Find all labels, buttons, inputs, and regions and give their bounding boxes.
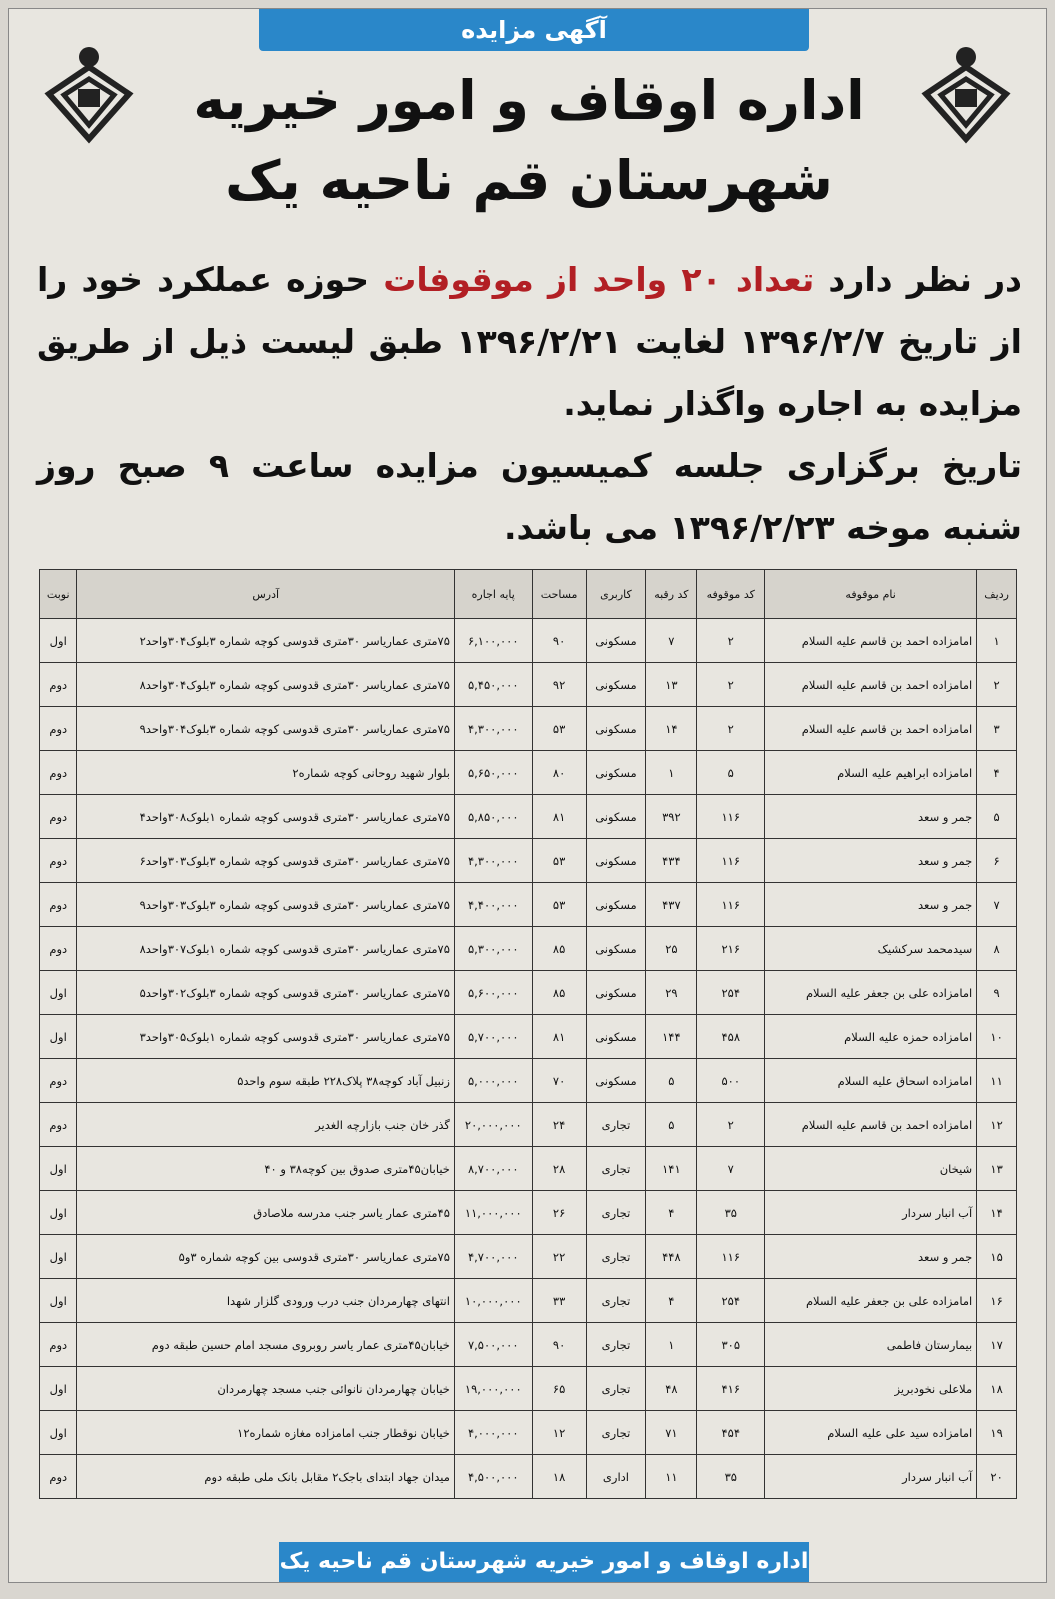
cell-base-rent: ۵,۶۰۰,۰۰۰ [454,971,532,1015]
cell-turn: دوم [40,663,77,707]
cell-row-number: ۱۳ [977,1147,1017,1191]
notice-part2: حوزه عملکرد خود را از تاریخ ۱۳۹۶/۲/۷ لغایت ۱۳۹۶/۲/۲۱ طبق لیست ذیل از طریق مزایده به اجاره واگذار نماید. [37,260,1022,423]
cell-usage: تجاری [586,1279,646,1323]
cell-area: ۲۸ [532,1147,586,1191]
cell-base-rent: ۵,۳۰۰,۰۰۰ [454,927,532,971]
cell-property-name: امامزاده سید علی علیه السلام [765,1411,977,1455]
cell-usage: مسکونی [586,619,646,663]
cell-area: ۸۱ [532,795,586,839]
session-date: تاریخ برگزاری جلسه کمیسیون مزایده ساعت ۹ صبح روز شنبه موخه ۱۳۹۶/۲/۲۳ می باشد. [37,446,1022,547]
cell-area: ۶۵ [532,1367,586,1411]
cell-turn: دوم [40,1455,77,1499]
cell-code-mowqufeh: ۱۱۶ [697,839,765,883]
cell-code-raqabeh: ۱۳ [646,663,697,707]
cell-code-raqabeh: ۵ [646,1059,697,1103]
table-row [40,707,1017,751]
cell-row-number: ۱۵ [977,1235,1017,1279]
cell-base-rent: ۵,۶۵۰,۰۰۰ [454,751,532,795]
cell-address: ۷۵متری عمارياسر ۳۰متری قدوسی بین کوچه شماره ۳و۵ [77,1235,454,1279]
cell-row-number: ۷ [977,883,1017,927]
cell-code-raqabeh: ۱۴ [646,707,697,751]
cell-turn: دوم [40,751,77,795]
cell-code-mowqufeh: ۴۵۴ [697,1411,765,1455]
cell-code-mowqufeh: ۱۱۶ [697,795,765,839]
table-row [40,1367,1017,1411]
header-usage: کاربری [586,570,646,619]
table-row [40,795,1017,839]
cell-property-name: جمر و سعد [765,1235,977,1279]
table-header-row [40,570,1017,619]
cell-address: خیابان چهارمردان نانوائی جنب مسجد چهارمردان [77,1367,454,1411]
cell-address: ۷۵متری عمارياسر ۳۰متری قدوسی کوچه شماره ۳بلوک۳۰۳واحد۶ [77,839,454,883]
cell-area: ۳۳ [532,1279,586,1323]
cell-base-rent: ۴,۵۰۰,۰۰۰ [454,1455,532,1499]
cell-usage: مسکونی [586,751,646,795]
cell-usage: مسکونی [586,707,646,751]
header-row-number: ردیف [977,570,1017,619]
cell-area: ۸۵ [532,971,586,1015]
cell-code-mowqufeh: ۲۵۴ [697,1279,765,1323]
table-row [40,663,1017,707]
cell-code-mowqufeh: ۲ [697,619,765,663]
table-row [40,1103,1017,1147]
cell-row-number: ۱۲ [977,1103,1017,1147]
cell-base-rent: ۱۰,۰۰۰,۰۰۰ [454,1279,532,1323]
cell-base-rent: ۱۹,۰۰۰,۰۰۰ [454,1367,532,1411]
cell-row-number: ۴ [977,751,1017,795]
cell-turn: اول [40,1235,77,1279]
cell-row-number: ۵ [977,795,1017,839]
cell-property-name: امامزاده احمد بن قاسم علیه السلام [765,663,977,707]
cell-property-name: جمر و سعد [765,795,977,839]
table-row [40,1147,1017,1191]
table-row [40,883,1017,927]
cell-row-number: ۱۹ [977,1411,1017,1455]
cell-address: ۴۵متری عمار یاسر جنب مدرسه ملاصادق [77,1191,454,1235]
notice-part1: در نظر دارد [814,260,1022,299]
cell-turn: اول [40,1411,77,1455]
header-turn: نوبت [40,570,77,619]
cell-code-mowqufeh: ۱۱۶ [697,1235,765,1279]
cell-turn: دوم [40,883,77,927]
cell-code-raqabeh: ۲۹ [646,971,697,1015]
header-address: آدرس [77,570,454,619]
table-row [40,1323,1017,1367]
awqaf-emblem-icon [911,39,1021,149]
table-row [40,1235,1017,1279]
cell-area: ۲۴ [532,1103,586,1147]
table-row [40,927,1017,971]
cell-base-rent: ۲۰,۰۰۰,۰۰۰ [454,1103,532,1147]
header-area: مساحت [532,570,586,619]
table-row [40,1411,1017,1455]
cell-row-number: ۱۴ [977,1191,1017,1235]
cell-usage: تجاری [586,1323,646,1367]
cell-address: ۷۵متری عمارياسر ۳۰متری قدوسی کوچه شماره ۳بلوک۳۰۳واحد۹ [77,883,454,927]
cell-address: خیابان نوقطار جنب امامزاده مغازه شماره۱۲ [77,1411,454,1455]
cell-address: زنبیل آباد کوچه۳۸ پلاک۲۲۸ طبقه سوم واحد۵ [77,1059,454,1103]
cell-base-rent: ۷,۵۰۰,۰۰۰ [454,1323,532,1367]
cell-area: ۵۳ [532,883,586,927]
cell-turn: اول [40,1147,77,1191]
cell-address: ۷۵متری عمارياسر ۳۰متری قدوسی کوچه شماره ۱بلوک۳۰۵واحد۳ [77,1015,454,1059]
cell-turn: اول [40,971,77,1015]
cell-code-mowqufeh: ۴۱۶ [697,1367,765,1411]
cell-code-raqabeh: ۴ [646,1279,697,1323]
table-row [40,1191,1017,1235]
cell-turn: اول [40,1367,77,1411]
footer-banner: اداره اوقاف و امور خیریه شهرستان قم ناحیه یک [279,1542,809,1582]
cell-property-name: امامزاده احمد بن قاسم علیه السلام [765,707,977,751]
cell-area: ۵۳ [532,839,586,883]
cell-code-mowqufeh: ۲۱۶ [697,927,765,971]
cell-row-number: ۶ [977,839,1017,883]
cell-code-mowqufeh: ۲ [697,707,765,751]
cell-usage: تجاری [586,1147,646,1191]
notice-highlight: تعداد ۲۰ واحد از موقوفات [383,260,815,299]
cell-usage: تجاری [586,1411,646,1455]
cell-address: میدان جهاد ابتدای باجک۲ مقابل بانک ملی طبقه دوم [77,1455,454,1499]
cell-turn: اول [40,1015,77,1059]
cell-property-name: امامزاده علی بن جعفر علیه السلام [765,1279,977,1323]
cell-area: ۵۳ [532,707,586,751]
cell-area: ۸۱ [532,1015,586,1059]
cell-usage: مسکونی [586,795,646,839]
cell-turn: دوم [40,927,77,971]
header-code-mowqufeh: کد موقوفه [697,570,765,619]
cell-code-raqabeh: ۴۳۷ [646,883,697,927]
cell-property-name: آب انبار سردار [765,1455,977,1499]
cell-usage: مسکونی [586,927,646,971]
cell-area: ۹۰ [532,1323,586,1367]
cell-address: ۷۵متری عمارياسر ۳۰متری قدوسی کوچه شماره ۱بلوک۳۰۷واحد۸ [77,927,454,971]
cell-code-raqabeh: ۴۴۸ [646,1235,697,1279]
cell-usage: مسکونی [586,1015,646,1059]
header-code-raqabeh: کد رقبه [646,570,697,619]
table-row [40,1015,1017,1059]
cell-code-mowqufeh: ۲ [697,663,765,707]
cell-code-mowqufeh: ۲ [697,1103,765,1147]
cell-property-name: امامزاده احمد بن قاسم علیه السلام [765,619,977,663]
cell-usage: تجاری [586,1235,646,1279]
cell-area: ۱۸ [532,1455,586,1499]
cell-code-mowqufeh: ۵ [697,751,765,795]
cell-property-name: جمر و سعد [765,839,977,883]
cell-code-raqabeh: ۱۴۴ [646,1015,697,1059]
cell-code-raqabeh: ۱۱ [646,1455,697,1499]
cell-area: ۸۵ [532,927,586,971]
cell-row-number: ۱۸ [977,1367,1017,1411]
cell-base-rent: ۵,۸۵۰,۰۰۰ [454,795,532,839]
cell-base-rent: ۴,۳۰۰,۰۰۰ [454,707,532,751]
header-base: پایه اجاره [454,570,532,619]
cell-code-mowqufeh: ۵۰۰ [697,1059,765,1103]
cell-code-mowqufeh: ۳۰۵ [697,1323,765,1367]
cell-usage: مسکونی [586,839,646,883]
cell-address: خیابان۴۵متری صدوق بین کوچه۳۸ و ۴۰ [77,1147,454,1191]
cell-row-number: ۲ [977,663,1017,707]
cell-property-name: امامزاده اسحاق علیه السلام [765,1059,977,1103]
cell-usage: مسکونی [586,971,646,1015]
cell-usage: اداری [586,1455,646,1499]
table-row [40,1279,1017,1323]
cell-usage: مسکونی [586,1059,646,1103]
cell-turn: اول [40,619,77,663]
cell-base-rent: ۸,۷۰۰,۰۰۰ [454,1147,532,1191]
cell-area: ۹۲ [532,663,586,707]
table-row [40,619,1017,663]
cell-row-number: ۱۰ [977,1015,1017,1059]
cell-code-raqabeh: ۷ [646,619,697,663]
cell-code-raqabeh: ۴ [646,1191,697,1235]
table-row [40,839,1017,883]
cell-property-name: بیمارستان فاطمی [765,1323,977,1367]
cell-row-number: ۸ [977,927,1017,971]
cell-code-raqabeh: ۱ [646,1323,697,1367]
cell-property-name: امامزاده علی بن جعفر علیه السلام [765,971,977,1015]
cell-turn: دوم [40,839,77,883]
cell-code-raqabeh: ۴۳۴ [646,839,697,883]
cell-turn: دوم [40,1059,77,1103]
table-row [40,1059,1017,1103]
cell-code-mowqufeh: ۳۵ [697,1191,765,1235]
cell-usage: مسکونی [586,883,646,927]
cell-address: ۷۵متری عمارياسر ۳۰متری قدوسی کوچه شماره ۳بلوک۳۰۲واحد۵ [77,971,454,1015]
cell-base-rent: ۵,۴۵۰,۰۰۰ [454,663,532,707]
cell-property-name: آب انبار سردار [765,1191,977,1235]
cell-property-name: شیخان [765,1147,977,1191]
cell-address: ۷۵متری عمارياسر ۳۰متری قدوسی کوچه شماره ۳بلوک۳۰۴واحد۸ [77,663,454,707]
cell-property-name: جمر و سعد [765,883,977,927]
cell-row-number: ۳ [977,707,1017,751]
cell-usage: تجاری [586,1103,646,1147]
table-body [40,619,1017,1499]
header-name: نام موقوفه [765,570,977,619]
cell-code-raqabeh: ۳۹۲ [646,795,697,839]
cell-usage: تجاری [586,1191,646,1235]
cell-address: خیابان۴۵متری عمار یاسر روبروی مسجد امام حسین طبقه دوم [77,1323,454,1367]
table-row [40,971,1017,1015]
cell-turn: دوم [40,1323,77,1367]
table-row [40,751,1017,795]
cell-turn: دوم [40,795,77,839]
cell-base-rent: ۴,۷۰۰,۰۰۰ [454,1235,532,1279]
cell-code-raqabeh: ۷۱ [646,1411,697,1455]
cell-address: ۷۵متری عمارياسر ۳۰متری قدوسی کوچه شماره ۳بلوک۳۰۴واحد۹ [77,707,454,751]
cell-row-number: ۹ [977,971,1017,1015]
cell-code-mowqufeh: ۲۵۴ [697,971,765,1015]
cell-base-rent: ۱۱,۰۰۰,۰۰۰ [454,1191,532,1235]
cell-address: بلوار شهید روحانی کوچه شماره۲ [77,751,454,795]
cell-base-rent: ۶,۱۰۰,۰۰۰ [454,619,532,663]
table-row [40,1455,1017,1499]
cell-code-raqabeh: ۲۵ [646,927,697,971]
cell-row-number: ۱۶ [977,1279,1017,1323]
cell-base-rent: ۴,۰۰۰,۰۰۰ [454,1411,532,1455]
cell-area: ۲۶ [532,1191,586,1235]
cell-code-raqabeh: ۵ [646,1103,697,1147]
cell-base-rent: ۴,۳۰۰,۰۰۰ [454,839,532,883]
cell-code-raqabeh: ۱۴۱ [646,1147,697,1191]
cell-turn: دوم [40,1103,77,1147]
cell-code-raqabeh: ۴۸ [646,1367,697,1411]
cell-base-rent: ۵,۰۰۰,۰۰۰ [454,1059,532,1103]
cell-property-name: ملاعلی نخودبریز [765,1367,977,1411]
cell-address: انتهای چهارمردان جنب درب ورودی گلزار شهدا [77,1279,454,1323]
organization-subtitle: شهرستان قم ناحیه یک [225,149,833,212]
awqaf-emblem-icon [34,39,144,149]
cell-area: ۲۲ [532,1235,586,1279]
cell-address: ۷۵متری عمارياسر ۳۰متری قدوسی کوچه شماره ۳بلوک۳۰۴واحد۲ [77,619,454,663]
cell-code-mowqufeh: ۱۱۶ [697,883,765,927]
cell-address: گذر خان جنب بازارچه الغدیر [77,1103,454,1147]
organization-title: اداره اوقاف و امور خیریه [193,69,865,132]
cell-usage: تجاری [586,1367,646,1411]
cell-code-mowqufeh: ۴۵۸ [697,1015,765,1059]
cell-address: ۷۵متری عمارياسر ۳۰متری قدوسی کوچه شماره ۱بلوک۳۰۸واحد۴ [77,795,454,839]
properties-table [39,569,1017,1499]
cell-code-raqabeh: ۱ [646,751,697,795]
cell-property-name: امامزاده حمزه علیه السلام [765,1015,977,1059]
notice-text [37,249,1022,559]
auction-badge: آگهی مزایده [259,9,809,51]
cell-row-number: ۱ [977,619,1017,663]
cell-row-number: ۱۷ [977,1323,1017,1367]
cell-turn: اول [40,1191,77,1235]
cell-turn: اول [40,1279,77,1323]
cell-area: ۱۲ [532,1411,586,1455]
cell-usage: مسکونی [586,663,646,707]
cell-area: ۸۰ [532,751,586,795]
cell-base-rent: ۴,۴۰۰,۰۰۰ [454,883,532,927]
cell-area: ۹۰ [532,619,586,663]
cell-property-name: سیدمحمد سرکشیک [765,927,977,971]
newspaper-ad [8,8,1047,1583]
cell-turn: دوم [40,707,77,751]
cell-row-number: ۲۰ [977,1455,1017,1499]
cell-property-name: امامزاده احمد بن قاسم علیه السلام [765,1103,977,1147]
cell-row-number: ۱۱ [977,1059,1017,1103]
cell-code-mowqufeh: ۳۵ [697,1455,765,1499]
cell-code-mowqufeh: ۷ [697,1147,765,1191]
cell-base-rent: ۵,۷۰۰,۰۰۰ [454,1015,532,1059]
cell-area: ۷۰ [532,1059,586,1103]
cell-property-name: امامزاده ابراهیم علیه السلام [765,751,977,795]
